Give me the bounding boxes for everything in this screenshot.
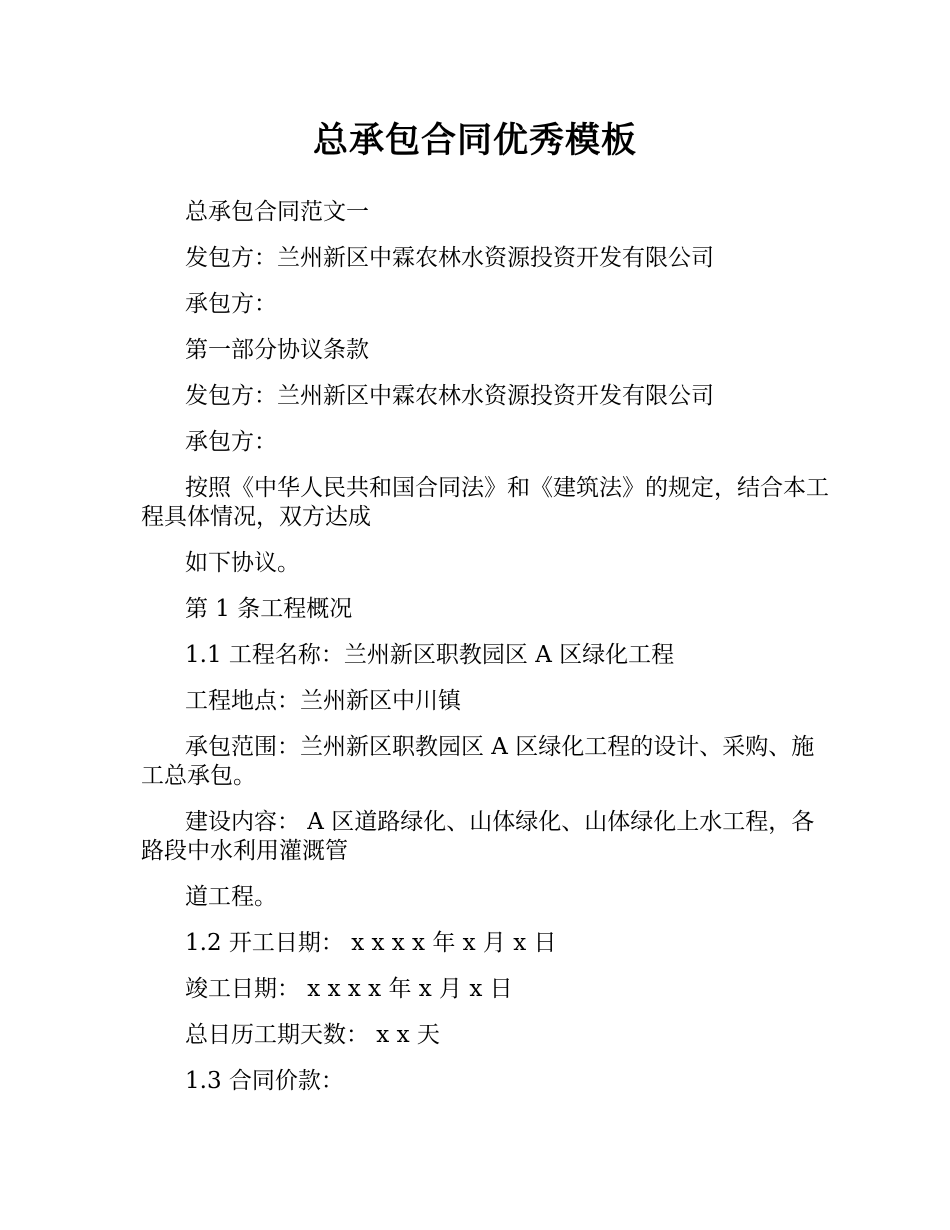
paragraph: 第一部分协议条款 <box>185 337 369 363</box>
paragraph: 如下协议。 <box>185 550 300 576</box>
paragraph: 工程地点：兰州新区中川镇 <box>185 688 461 714</box>
paragraph: 承包方： <box>185 429 277 455</box>
paragraph: 建设内容： A 区道路绿化、山体绿化、山体绿化上水工程，各路段中水利用灌溉管 <box>141 809 815 864</box>
paragraph: 按照《中华人民共和国合同法》和《建筑法》的规定，结合本工程具体情况，双方达成 <box>141 475 829 530</box>
paragraph: 竣工日期： x x x x 年 x 月 x 日 <box>185 976 513 1002</box>
document-body <box>141 198 831 1113</box>
paragraph: 1.3 合同价款： <box>185 1068 344 1094</box>
paragraph: 总承包合同范文一 <box>185 199 369 225</box>
paragraph: 发包方：兰州新区中霖农林水资源投资开发有限公司 <box>185 245 714 271</box>
paragraph: 总日历工期天数： x x 天 <box>185 1022 440 1048</box>
paragraph: 承包方： <box>185 291 277 317</box>
paragraph: 发包方：兰州新区中霖农林水资源投资开发有限公司 <box>185 383 714 409</box>
paragraph: 道工程。 <box>185 884 277 910</box>
paragraph: 第 1 条工程概况 <box>185 596 353 622</box>
document-title: 总承包合同优秀模板 <box>312 121 637 161</box>
paragraph: 承包范围：兰州新区职教园区 A 区绿化工程的设计、采购、施工总承包。 <box>141 734 815 789</box>
paragraph: 1.1 工程名称：兰州新区职教园区 A 区绿化工程 <box>185 642 675 668</box>
paragraph: 1.2 开工日期： x x x x 年 x 月 x 日 <box>185 930 557 956</box>
